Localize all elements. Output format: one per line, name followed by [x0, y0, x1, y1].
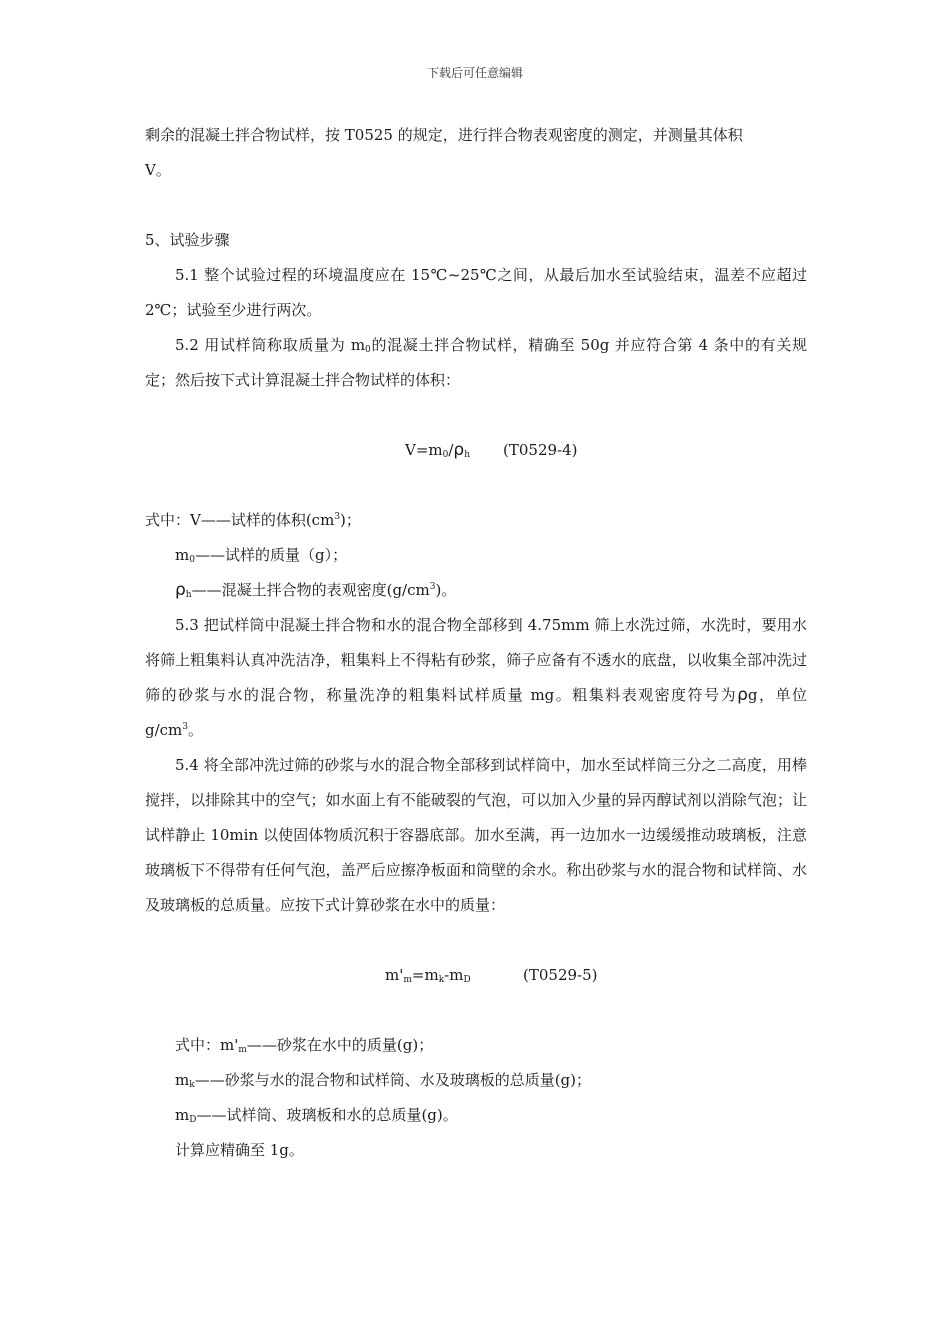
text-run: 式中：V——试样的体积(cm: [145, 511, 335, 529]
superscript: 3: [334, 512, 341, 522]
subscript: m: [403, 975, 412, 985]
text-run: ——试样筒、玻璃板和水的总质量(g)。: [196, 1106, 458, 1124]
text-run: 式中：m': [175, 1036, 239, 1054]
where-5-line-1: [145, 1028, 807, 1063]
text-run: 5.2 用试样筒称取质量为 m: [175, 336, 366, 354]
text-run: 5.3 把试样筒中混凝土拌合物和水的混合物全部移到 4.75mm 筛上水洗过筛，水洗时，要用水将筛上粗集料认真冲洗洁净，粗集料上不得粘有砂浆，筛子应备有不透水的底盘，以收集全部冲洗过筛的砂浆与水的混合物，称量洗净的粗集料试样质量 mg。粗集料表观密度符号为: [145, 616, 807, 704]
rho-symbol: ρ: [175, 580, 186, 600]
paragraph-5-2: [145, 328, 807, 398]
text-run: )。: [435, 581, 457, 599]
text-run: g，单位 g/cm: [145, 686, 807, 739]
subscript: h: [464, 450, 471, 460]
formula-text: V=m: [405, 441, 443, 459]
document-body: [145, 118, 807, 1168]
intro-line-2: V。: [145, 161, 171, 179]
text-run: m: [175, 1106, 190, 1124]
text-run: ——砂浆与水的混合物和试样筒、水及玻璃板的总质量(g)；: [194, 1071, 592, 1089]
subscript: k: [438, 975, 445, 985]
subscript: D: [463, 975, 471, 985]
paragraph-5-1: 5.1 整个试验过程的环境温度应在 15℃~25℃之间，从最后加水至试验结束，温差不应超过 2℃；试验至少进行两次。: [145, 266, 807, 319]
paragraph-5-3: [145, 608, 807, 748]
subscript: h: [185, 590, 192, 600]
spacer: [145, 188, 807, 223]
subscript: k: [189, 1080, 195, 1090]
subscript: 0: [189, 555, 195, 565]
rho-symbol: ρ: [737, 685, 748, 705]
text-run: m: [175, 1071, 190, 1089]
subscript: m: [238, 1045, 247, 1055]
where-5-line-2: [145, 1063, 807, 1098]
section-heading: 5、试验步骤: [145, 231, 230, 249]
formula-number: (T0529-5): [523, 966, 598, 984]
rho-symbol: ρ: [453, 440, 465, 460]
formula-t0529-4: [145, 433, 807, 468]
paragraph-5-4: 5.4 将全部冲洗过筛的砂浆与水的混合物全部移到试样筒中，加水至试样筒三分之二高度，用棒搅拌，以排除其中的空气；如水面上有不能破裂的气泡，可以加入少量的异丙醇试剂以消除气泡；让试样静止 10min 以使固体物质沉积于容器底部。加水至满，再一边加水一边缓缓推动玻璃板，注意玻璃板下不得带有任何气泡，盖严后应擦净板面和筒壁的余水。称出砂浆与水的混合物和试样筒、水及玻璃板的总质量。应按下式计算砂浆在水中的质量：: [145, 756, 807, 914]
formula-number: (T0529-4): [503, 441, 578, 459]
where-4-line-3: [145, 573, 807, 608]
formula-expression: [405, 433, 470, 468]
where-4-line-1: [145, 503, 807, 538]
text-run: ——混凝土拌合物的表观密度(g/cm: [191, 581, 430, 599]
intro-line-1: 剩余的混凝土拌合物试样，按 T0525 的规定，进行拌合物表观密度的测定，并测量其体积: [145, 126, 743, 144]
text-run: )；: [340, 511, 361, 529]
formula-expression: [385, 958, 471, 993]
subscript: D: [189, 1115, 197, 1125]
page-header: 下载后可任意编辑: [426, 66, 523, 80]
text-run: ——砂浆在水中的质量(g)；: [246, 1036, 434, 1054]
subscript: 0: [442, 450, 449, 460]
formula-text: /: [448, 441, 454, 459]
formula-text: -m: [444, 966, 464, 984]
subscript: 0: [365, 345, 371, 355]
where-5-line-4: 计算应精确至 1g。: [175, 1141, 304, 1159]
superscript: 3: [182, 722, 189, 732]
where-5-line-3: [145, 1098, 807, 1133]
formula-text: m': [385, 966, 404, 984]
formula-text: =m: [411, 966, 439, 984]
text-run: 的混凝土拌合物试样，精确至 50g 并应符合第 4 条中的有关规定；然后按下式计算混凝土拌合物试样的体积：: [145, 336, 807, 389]
formula-t0529-5: [145, 958, 807, 993]
superscript: 3: [429, 582, 436, 592]
text-run: 。: [188, 721, 204, 739]
where-4-line-2: [145, 538, 807, 573]
text-run: ——试样的质量（g）；: [194, 546, 348, 564]
text-run: m: [175, 546, 190, 564]
